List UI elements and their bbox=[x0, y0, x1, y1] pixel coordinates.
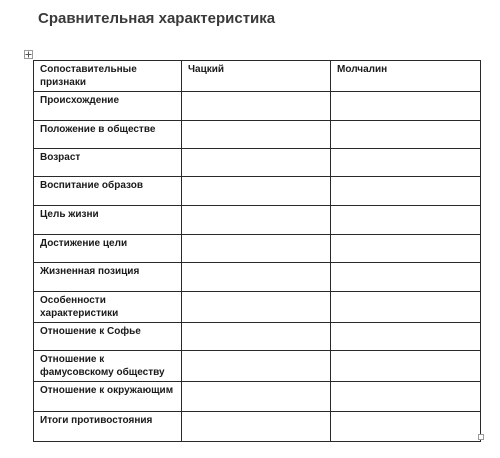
chatsky-cell[interactable] bbox=[182, 323, 331, 351]
row-label-cell[interactable]: Особенности характеристики bbox=[34, 292, 182, 323]
table-row bbox=[34, 206, 481, 235]
row-label-cell[interactable]: Положение в обществе bbox=[34, 121, 182, 149]
table-row bbox=[34, 121, 481, 149]
table-row bbox=[34, 412, 481, 442]
table-body bbox=[34, 61, 481, 442]
row-label-cell[interactable]: Происхождение bbox=[34, 92, 182, 121]
chatsky-cell[interactable] bbox=[182, 382, 331, 412]
molchalin-cell[interactable] bbox=[331, 206, 481, 235]
chatsky-cell[interactable] bbox=[182, 351, 331, 382]
molchalin-cell[interactable] bbox=[331, 323, 481, 351]
table-row bbox=[34, 177, 481, 206]
row-label-cell[interactable]: Отношение к фамусовскому обществу bbox=[34, 351, 182, 382]
chatsky-cell[interactable] bbox=[182, 149, 331, 177]
molchalin-cell[interactable] bbox=[331, 263, 481, 292]
row-label-cell[interactable]: Отношение к окружающим bbox=[34, 382, 182, 412]
molchalin-cell[interactable] bbox=[331, 92, 481, 121]
table-move-handle-icon[interactable] bbox=[24, 50, 33, 59]
row-label-cell[interactable]: Воспитание образов bbox=[34, 177, 182, 206]
comparison-table bbox=[33, 60, 481, 442]
molchalin-cell[interactable] bbox=[331, 351, 481, 382]
molchalin-cell[interactable] bbox=[331, 292, 481, 323]
table-row bbox=[34, 323, 481, 351]
header-molchalin-cell[interactable]: Молчалин bbox=[331, 61, 481, 92]
row-label-cell[interactable]: Возраст bbox=[34, 149, 182, 177]
molchalin-cell[interactable] bbox=[331, 149, 481, 177]
chatsky-cell[interactable] bbox=[182, 121, 331, 149]
molchalin-cell[interactable] bbox=[331, 412, 481, 442]
chatsky-cell[interactable] bbox=[182, 206, 331, 235]
table-row bbox=[34, 149, 481, 177]
molchalin-cell[interactable] bbox=[331, 235, 481, 263]
row-label-cell[interactable]: Жизненная позиция bbox=[34, 263, 182, 292]
chatsky-cell[interactable] bbox=[182, 177, 331, 206]
row-label-cell[interactable]: Достижение цели bbox=[34, 235, 182, 263]
chatsky-cell[interactable] bbox=[182, 412, 331, 442]
row-label-cell[interactable]: Итоги противостояния bbox=[34, 412, 182, 442]
molchalin-cell[interactable] bbox=[331, 382, 481, 412]
chatsky-cell[interactable] bbox=[182, 292, 331, 323]
molchalin-cell[interactable] bbox=[331, 177, 481, 206]
table-row bbox=[34, 382, 481, 412]
table-row bbox=[34, 351, 481, 382]
header-row bbox=[34, 61, 481, 92]
chatsky-cell[interactable] bbox=[182, 92, 331, 121]
chatsky-cell[interactable] bbox=[182, 263, 331, 292]
header-criteria-cell[interactable]: Сопоставительные признаки bbox=[34, 61, 182, 92]
document-title: Сравнительная характеристика bbox=[38, 10, 276, 27]
molchalin-cell[interactable] bbox=[331, 121, 481, 149]
header-chatsky-cell[interactable]: Чацкий bbox=[182, 61, 331, 92]
table-row bbox=[34, 235, 481, 263]
row-label-cell[interactable]: Цель жизни bbox=[34, 206, 182, 235]
table-row bbox=[34, 92, 481, 121]
row-label-cell[interactable]: Отношение к Софье bbox=[34, 323, 182, 351]
table-resize-handle[interactable] bbox=[478, 434, 484, 440]
table-row bbox=[34, 292, 481, 323]
chatsky-cell[interactable] bbox=[182, 235, 331, 263]
table-row bbox=[34, 263, 481, 292]
